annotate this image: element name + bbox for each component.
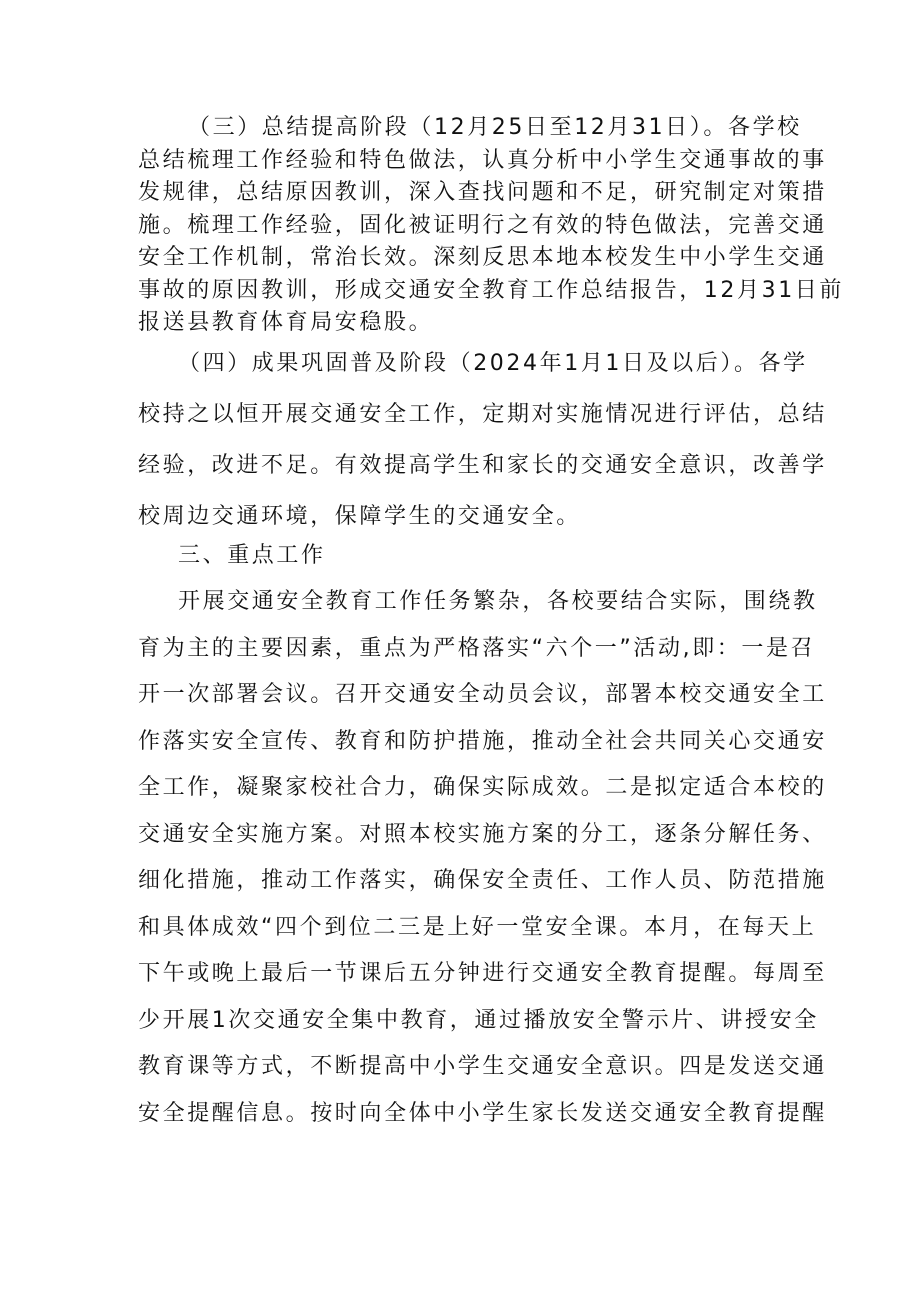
text-line: 开一次部署会议。召开交通安全动员会议，部署本校交通安全工	[138, 682, 827, 707]
text-line: 开展交通安全教育工作任务繁杂，各校要结合实际，围绕教	[178, 589, 818, 614]
text-line: 作落实安全宣传、教育和防护措施，推动全社会共同关心交通安	[138, 728, 827, 754]
text-line: 教育课等方式，不断提高中小学生交通安全意识。四是发送交通	[138, 1054, 827, 1079]
text-line: 经验，改进不足。有效提高学生和家长的交通安全意识，改善学	[138, 453, 827, 478]
text-line: 总结梳理工作经验和特色做法，认真分析中小学生交通事故的事	[138, 147, 827, 173]
text-line: 事故的原因教训，形成交通安全教育工作总结报告，12月31日前	[138, 277, 844, 303]
section-heading	[138, 530, 788, 581]
paragraph-key-work	[138, 579, 827, 1137]
text-line: 施。梳理工作经验，固化被证明行之有效的特色做法，完善交通	[138, 212, 827, 238]
text-line: 校持之以恒开展交通安全工作，定期对实施情况进行评估，总结	[138, 402, 827, 427]
text-line: 安全提醒信息。按时向全体中小学生家长发送交通安全教育提醒	[138, 1100, 827, 1126]
text-line: 细化措施，推动工作落实，确保安全责任、工作人员、防范措施	[138, 868, 827, 893]
heading-key-work: 三、重点工作	[178, 543, 326, 568]
text-line: 校周边交通环境，保障学生的交通安全。	[138, 504, 581, 529]
text-line: 少开展1次交通安全集中教育，通过播放安全警示片、讲授安全	[138, 1007, 819, 1033]
text-line: 育为主的主要因素，重点为严格落实“六个一”活动,即：一是召	[138, 635, 816, 661]
text-line: （三）总结提高阶段（12月25日至12月31日）。各学校	[188, 115, 802, 140]
text-line: 下午或晚上最后一节课后五分钟进行交通安全教育提醒。每周至	[138, 961, 827, 986]
text-line: 报送县教育体育局安稳股。	[138, 310, 434, 335]
text-line: 全工作，凝聚家校社合力，确保实际成效。二是拟定适合本校的	[138, 775, 827, 800]
text-line: （四）成果巩固普及阶段（2024年1月1日及以后）。各学	[178, 351, 808, 376]
paragraph-consolidation-stage	[138, 338, 827, 542]
text-line: 交通安全实施方案。对照本校实施方案的分工，逐条分解任务、	[138, 821, 827, 847]
paragraph-summary-stage	[138, 112, 844, 340]
text-line: 安全工作机制，常治长效。深刻反思本地本校发生中小学生交通	[138, 245, 827, 270]
text-line: 发规律，总结原因教训，深入查找问题和不足，研究制定对策措	[138, 180, 827, 205]
text-line: 和具体成效“四个到位二三是上好一堂安全课。本月，在每天上	[138, 914, 817, 940]
